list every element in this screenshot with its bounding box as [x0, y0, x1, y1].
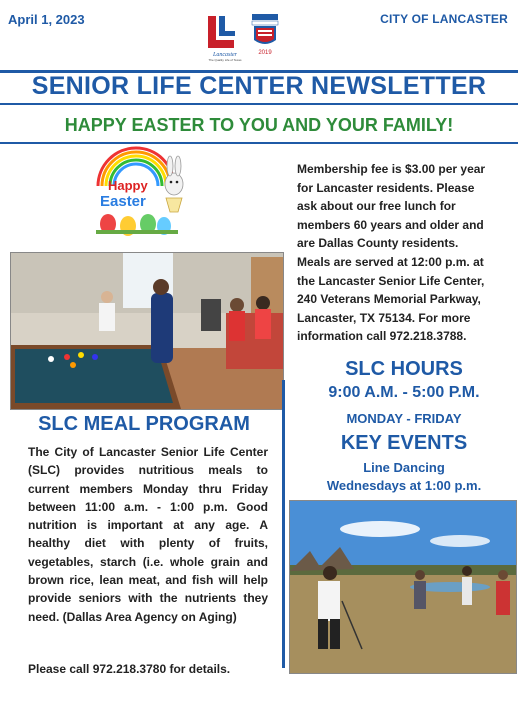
lancaster-logo — [206, 14, 244, 62]
newsletter-date: April 1, 2023 — [8, 12, 85, 27]
hours-title: SLC HOURS — [345, 358, 463, 380]
city-seal-icon — [250, 12, 280, 56]
column-divider — [282, 380, 285, 460]
hours-time: 9:00 A.M. - 5:00 P.M. — [328, 384, 480, 401]
city-name: CITY OF LANCASTER — [380, 12, 508, 26]
greeting-rule — [0, 142, 518, 144]
easter-clipart — [78, 146, 196, 238]
logo-tagline: The Quality Life of Texas — [208, 58, 242, 62]
newsletter-title: SENIOR LIFE CENTER NEWSLETTER — [31, 72, 487, 100]
bunny-icon — [165, 173, 183, 195]
meal-contact: Please call 972.218.3780 for details. — [28, 662, 231, 676]
membership-info: Membership fee is $3.00 per year for Lancaster residents. Please ask about our free lunch for members 60 years and older and are Dallas County residents. Meals are served at 12:00 p.m. at the Lancaster Senior Life Center, 240 Veterans Memorial Parkway, Lancaster, TX 75134. For more information call 972.218.3788. — [297, 162, 486, 344]
easter-greeting: HAPPY EASTER TO YOU AND YOUR FAMILY! — [64, 115, 454, 135]
logo-text: Lancaster — [213, 52, 237, 58]
title-rule — [0, 103, 518, 105]
billiards-photo — [10, 252, 284, 410]
meal-program-title: SLC MEAL PROGRAM — [38, 413, 250, 435]
column-divider — [282, 456, 285, 668]
meal-program-body: The City of Lancaster Senior Life Center (SLC) provides nutritious meals to current members Monday thru Friday between 11:00 a.m. - 1:00 p.m. Good nutrition is important at any age. A healthy diet with plenty of fruits, vegetables, starch (i.e. whole grain and brown rice, lean meat, and fish will help provide seniors with the nutrients they need. (Dallas Area Agency on Aging) — [28, 445, 268, 624]
person-silhouette — [151, 293, 173, 363]
easter-art-word2: Easter — [100, 193, 146, 210]
easter-art-word1: Happy — [108, 178, 148, 193]
golf-photo — [289, 500, 517, 674]
golfer-silhouette — [318, 581, 340, 621]
seal-year: 2019 — [258, 50, 272, 56]
key-events-title: KEY EVENTS — [340, 432, 468, 454]
event-item: Line Dancing — [363, 460, 445, 475]
event-item: Wednesdays at 1:00 p.m. — [326, 478, 482, 493]
hours-days: MONDAY - FRIDAY — [346, 411, 462, 426]
